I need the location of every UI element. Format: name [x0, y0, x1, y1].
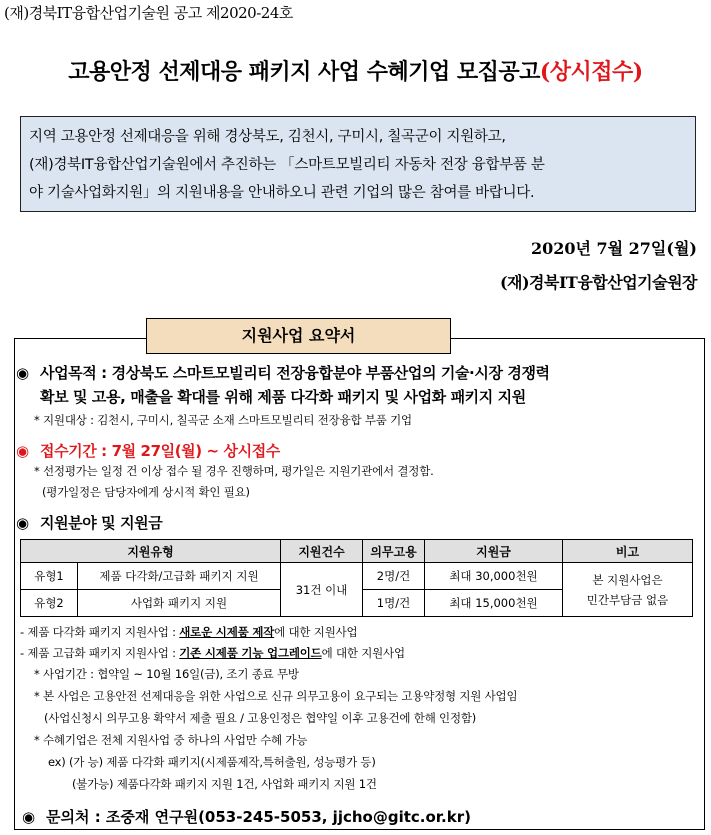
notice-number: (재)경북IT융합산업기술원 공고 제2020-24호	[4, 4, 293, 22]
table-cell-type: 유형1	[21, 563, 78, 590]
bullet-marker-icon: ◉	[22, 808, 36, 826]
notice-date: 2020년 7월 27일(월)	[530, 239, 697, 258]
table-cell-employ: 1명/건	[363, 590, 425, 617]
summary-title: 지원사업 요약서	[146, 318, 451, 354]
table-header: 지원금	[425, 540, 563, 563]
bullet-marker-icon: ◉	[16, 442, 29, 460]
table-header-row	[21, 540, 693, 563]
notice-title	[0, 55, 711, 86]
period-note-1: * 선정평가는 일정 건 이상 접수 될 경우 진행하며, 평가일은 지원기관에서 결정함.	[34, 464, 434, 478]
table-cell-amount: 최대 15,000천원	[425, 590, 563, 617]
table-header: 의무고용	[363, 540, 425, 563]
purpose-line-1	[16, 362, 550, 383]
table-header: 지원유형	[21, 540, 281, 563]
table-cell-employ: 2명/건	[363, 563, 425, 590]
table-header: 지원건수	[281, 540, 363, 563]
notice-title-highlight: (상시접수)	[539, 59, 643, 85]
table-row	[21, 563, 693, 590]
period-note-2: (평가일정은 담당자에게 상시적 확인 필요)	[42, 485, 250, 499]
contact-line	[22, 806, 471, 827]
field-line	[16, 512, 162, 533]
detail-line-1	[20, 624, 357, 640]
detail-1-emphasis: 새로운 시제품 제작	[179, 625, 275, 639]
table-note-line-2: 민간부담금 없음	[586, 592, 669, 607]
table-cell-note	[563, 563, 693, 617]
detail-line-4: * 본 사업은 고용안전 선제대응을 위한 사업으로 신규 의무고용이 요구되는 고용약정형 지원 사업임	[34, 689, 518, 703]
target-note: * 지원대상 : 김천시, 구미시, 칠곡군 소재 스마트모빌리티 전장융합 부품 기업	[34, 413, 412, 427]
bullet-marker-icon: ◉	[16, 364, 29, 382]
intro-line-1: 지역 고용안정 선제대응을 위해 경상북도, 김천시, 구미시, 칠곡군이 지원하고,	[29, 129, 506, 145]
intro-line-2: (재)경북IT융합산업기술원에서 추진하는 「스마트모빌리티 자동차 전장 융합부품 분	[29, 157, 545, 173]
intro-line-3: 야 기술사업화지원」의 지원내용을 안내하오니 관련 기업의 많은 참여를 바랍니다.	[29, 185, 535, 201]
detail-line-2	[20, 645, 405, 661]
bullet-marker-icon: ◉	[16, 514, 29, 532]
issuer: (재)경북IT융합산업기술원장	[499, 273, 697, 292]
detail-line-8: (불가능) 제품다각화 패키지 지원 1건, 사업화 패키지 지원 1건	[72, 777, 377, 791]
support-table	[20, 539, 692, 615]
table-cell-count: 31건 이내	[281, 563, 363, 617]
purpose-line-2: 확보 및 고용, 매출을 확대를 위해 제품 다각화 패키지 및 사업화 패키지 지원	[40, 388, 526, 406]
detail-line-7: ex) (가 능) 제품 다각화 패키지(시제품제작,특허출원, 성능평가 등)	[48, 755, 376, 769]
detail-1-prefix: - 제품 다각화 패키지 지원사업 :	[20, 625, 180, 639]
table-cell-type: 유형2	[21, 590, 78, 617]
contact-text: 문의처 : 조중재 연구원(053-245-5053, jjcho@gitc.or.kr)	[46, 808, 471, 826]
detail-line-5: (사업신청시 의무고용 확약서 제출 필요 / 고용인정은 협약일 이후 고용건에 한해 인정함)	[44, 711, 477, 725]
detail-2-suffix: 에 대한 지원사업	[321, 646, 405, 660]
intro-box	[20, 116, 696, 212]
purpose-text-1: 사업목적 : 경상북도 스마트모빌리티 전장융합분야 부품산업의 기술·시장 경쟁력	[40, 364, 550, 382]
detail-line-6: * 수혜기업은 전체 지원사업 중 하나의 사업만 수혜 가능	[34, 733, 308, 747]
period-line	[16, 440, 280, 461]
field-title: 지원분야 및 지원금	[40, 514, 163, 532]
table-note-line-1: 본 지원사업은	[592, 572, 663, 587]
table-cell-amount: 최대 30,000천원	[425, 563, 563, 590]
detail-line-3: * 사업기간 : 협약일 ~ 10월 16일(금), 조기 종료 무방	[34, 667, 299, 681]
table-cell-name: 제품 다각화/고급화 패키지 지원	[78, 563, 281, 590]
notice-title-main: 고용안정 선제대응 패키지 사업 수혜기업 모집공고	[68, 59, 540, 85]
detail-2-prefix: - 제품 고급화 패키지 지원사업 :	[20, 646, 180, 660]
table-header: 비고	[563, 540, 693, 563]
table-cell-name: 사업화 패키지 지원	[78, 590, 281, 617]
detail-1-suffix: 에 대한 지원사업	[274, 625, 358, 639]
period-title: 접수기간 : 7월 27일(월) ~ 상시접수	[40, 442, 280, 460]
detail-2-emphasis: 기존 시제품 기능 업그레이드	[179, 646, 322, 660]
